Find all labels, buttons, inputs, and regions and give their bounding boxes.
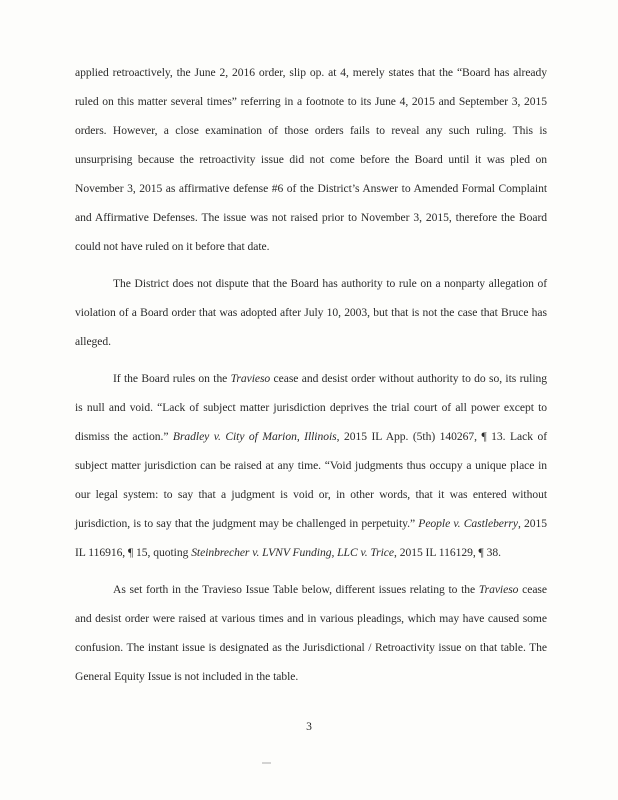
case-citation-text: Steinbrecher v. LVNV Funding, LLC v. Trice xyxy=(191,546,395,559)
paragraph-text: cease and desist order were raised at various times and in various pleadings, which may have caused some confusion. The instant issue is designated as the Jurisdictional / Retroactivity issue on that table. The General Equity Issue is not included in the table. xyxy=(75,583,547,683)
paragraph-text: , 2015 IL 116916, ¶ 15, quoting xyxy=(75,517,548,559)
case-citation-text: Travieso xyxy=(478,583,519,596)
paragraph-text: , 2015 IL App. (5th) 140267, ¶ 13. Lack of subject matter jurisdiction can be raised at any time. “Void judgments thus occupy a unique place in our legal system: to say that a judgment is void or, in other words, that it was entered without jurisdiction, is to say that the judgment may be challenged in perpetuity.” xyxy=(75,430,547,530)
paragraph-text: The District does not dispute that the Board has authority to rule on a nonparty allegation of violation of a Board order that was adopted after July 10, 2003, but that is not the case that Bruce has alleged. xyxy=(75,277,547,348)
page-number: 3 xyxy=(306,720,312,733)
paragraph-retroactivity xyxy=(75,58,547,261)
paragraph-text: applied retroactively, the June 2, 2016 order, slip op. at 4, merely states that the “Board has already ruled on this matter several times” referring in a footnote to its June 4, 2015 and September 3, 2015 orders. However, a close examination of those orders fails to reveal any such ruling. This is unsurprising because the retroactivity issue did not come before the Board until it was pled on November 3, 2015 as affirmative defense #6 of the District’s Answer to Amended Formal Complaint and Affirmative Defenses. The issue was not raised prior to November 3, 2015, therefore the Board could not have ruled on it before that date. xyxy=(75,66,547,253)
paragraph-text: If the Board rules on the xyxy=(113,372,231,385)
paragraph-text: As set forth in the Travieso Issue Table below, different issues relating to the xyxy=(113,583,479,596)
paragraph-district-authority xyxy=(75,269,547,356)
case-citation-text: Travieso xyxy=(230,372,271,385)
case-citation-text: People v. Castleberry xyxy=(418,517,518,530)
paragraph-text: , 2015 IL 116129, ¶ 38. xyxy=(394,546,501,559)
case-citation-text: Bradley v. City of Marion, Illinois xyxy=(172,430,337,443)
document-body xyxy=(75,58,547,699)
scan-artifact xyxy=(262,762,271,764)
paragraph-issue-table xyxy=(75,575,547,691)
paragraph-jurisdiction xyxy=(75,364,547,567)
paragraph-text: cease and desist order without authority to do so, its ruling is null and void. “Lack of subject matter jurisdiction deprives the trial court of all power except to dismiss the action.” xyxy=(75,372,547,443)
